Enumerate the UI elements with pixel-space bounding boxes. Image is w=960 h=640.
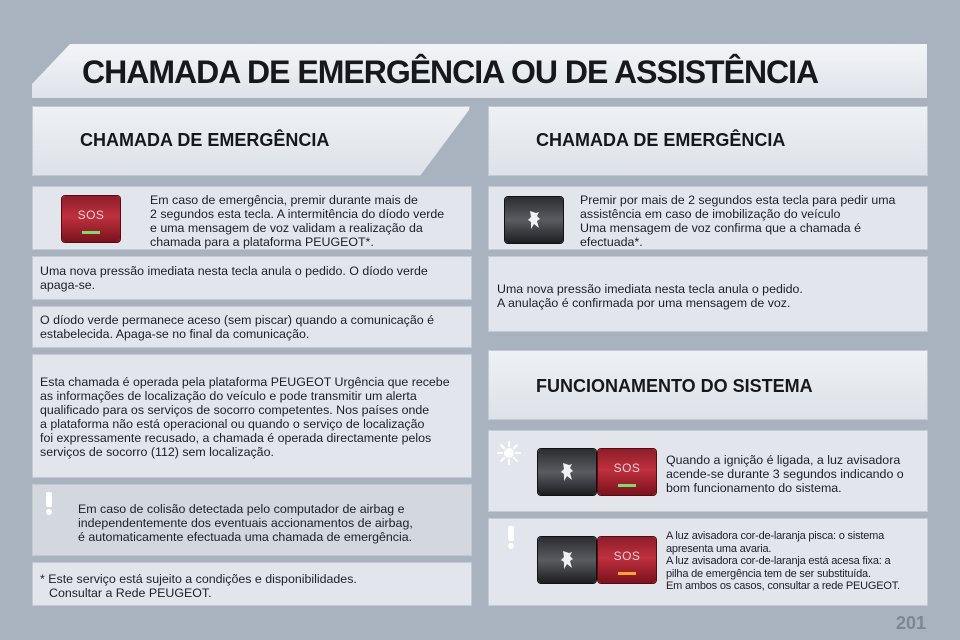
sos-label: SOS bbox=[77, 208, 105, 222]
right-block2-text: Uma nova pressão imediata nesta tecla anula o pedido. A anulação é confirmada por uma mensagem de voz. bbox=[497, 282, 803, 310]
system-section-heading: FUNCIONAMENTO DO SISTEMA bbox=[536, 376, 813, 396]
right-section-heading: CHAMADA DE EMERGÊNCIA bbox=[536, 130, 786, 150]
right-block4-text: A luz avisadora cor-de-laranja pisca: o sistema apresenta uma avaria. A luz avisadora cor-de-laranja está acesa fixa: a pilha de emergência tem de ser substituída. Em ambos os casos, consultar a rede PEUGEOT. bbox=[666, 530, 900, 592]
warning-icon bbox=[34, 488, 64, 518]
page-number: 201 bbox=[895, 613, 926, 633]
sos-button-indicator-orange bbox=[598, 537, 656, 583]
left-block1-text: Em caso de emergência, premir durante mais de 2 segundos esta tecla. A intermitência do díodo verde e uma mensagem de voz validam a realização da chamada para a plataforma PEUGEOT*. bbox=[150, 193, 445, 249]
peugeot-lion-icon bbox=[522, 208, 546, 232]
right-block3-text: Quando a ignição é ligada, a luz avisadora acende-se durante 3 segundos indicando o bom funcionamento do sistema. bbox=[666, 453, 904, 495]
assistance-button[interactable] bbox=[505, 197, 563, 243]
sos-label: SOS bbox=[613, 549, 641, 563]
left-block3-text: O díodo verde permanece aceso (sem piscar) quando a comunicação é estabelecida. Apaga-se no final da comunicação. bbox=[40, 313, 434, 341]
orange-led bbox=[618, 572, 636, 575]
left-block5-text: Em caso de colisão detectada pelo computador de airbag e independentemente dos eventuais accionamentos de airbag, é automaticamente efectuada uma chamada de emergência. bbox=[78, 502, 413, 544]
peugeot-lion-icon bbox=[555, 460, 579, 484]
footnote-text: * Este serviço está sujeito a condições e disponibilidades. Consultar a Rede PEUGEOT. bbox=[40, 572, 357, 600]
sos-button[interactable] bbox=[62, 196, 120, 242]
assistance-button-indicator bbox=[538, 449, 596, 495]
peugeot-lion-icon bbox=[555, 548, 579, 572]
left-section-heading: CHAMADA DE EMERGÊNCIA bbox=[80, 130, 330, 150]
assistance-button-indicator bbox=[538, 537, 596, 583]
right-block1-text: Premir por mais de 2 segundos esta tecla para pedir uma assistência em caso de imobilização do veículo Uma mensagem de voz confirma que a chamada é efectuada*. bbox=[580, 193, 896, 249]
left-block4-text: Esta chamada é operada pela plataforma PEUGEOT Urgência que recebe as informações de localização do veículo e pode transmitir um alerta qualificado para os serviços de socorro competentes. Nos países onde a plataforma não está operacional ou quando o serviço de localização foi expressamente recusado, a chamada é operada directamente pelos serviços de socorro (112) sem localização. bbox=[40, 375, 450, 459]
green-led bbox=[618, 484, 636, 487]
light-indicator-icon bbox=[496, 440, 522, 466]
sos-button-indicator-green bbox=[598, 449, 656, 495]
left-block2-text: Uma nova pressão imediata nesta tecla anula o pedido. O díodo verde apaga-se. bbox=[40, 264, 428, 292]
page-title: CHAMADA DE EMERGÊNCIA OU DE ASSISTÊNCIA bbox=[82, 54, 819, 90]
sos-label: SOS bbox=[613, 461, 641, 475]
green-led bbox=[82, 231, 100, 234]
warning-icon bbox=[496, 522, 526, 552]
